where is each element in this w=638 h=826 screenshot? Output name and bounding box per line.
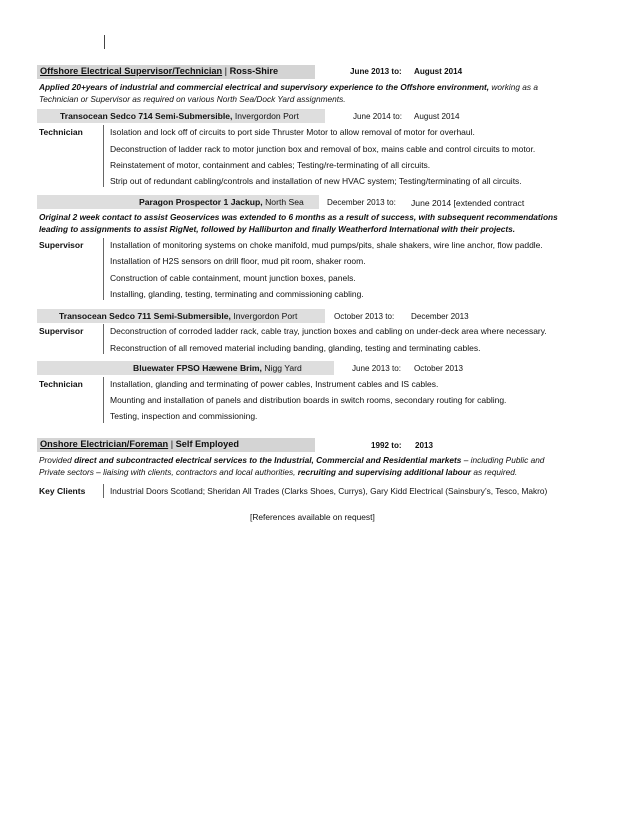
key-clients-label: Key Clients (39, 486, 86, 496)
job1-to: August 2014 (414, 67, 463, 76)
job1-location: Ross-Shire (229, 66, 279, 76)
p2-item: Installation of H2S sensors on drill floor, mud pit room, shaker room. (110, 256, 366, 266)
job2-from: 1992 to: (371, 441, 402, 450)
p1-divider (103, 125, 104, 187)
p1-to: August 2014 (414, 112, 460, 121)
p2-item: Installing, glanding, testing, terminating and commissioning cabling. (110, 289, 364, 299)
p2-name: Paragon Prospector 1 Jackup, (139, 197, 263, 207)
job2-header: Onshore Electrician/Foreman | Self Employed (40, 439, 239, 449)
p3-to: December 2013 (411, 312, 469, 321)
job1-header: Offshore Electrical Supervisor/Technician | Ross-Shire (40, 66, 279, 76)
p4-role: Technician (39, 379, 83, 389)
p1-item: Reinstatement of motor, containment and cables; Testing/re-terminating of all circuits. (110, 160, 431, 170)
p1-item: Isolation and lock off of circuits to port side Thruster Motor to allow removal of motor for overhaul. (110, 127, 475, 137)
p2-header (139, 197, 304, 207)
p4-from: June 2013 to: (352, 364, 402, 373)
p2-divider (103, 238, 104, 300)
p4-item: Installation, glanding and terminating of power cables, Instrument cables and IS cables. (110, 379, 439, 389)
job1-description: Applied 20+years of industrial and commercial electrical and supervisory experience to the Offshore environment, working as a Technician or Supervisor as required on various North Sea/Dock Yard assignments. (39, 82, 538, 104)
p3-from: October 2013 to: (334, 312, 395, 321)
p1-place: Invergordon Port (232, 111, 299, 121)
p2-description: Original 2 week contact to assist Geoservices was extended to 6 months as a result of success, with subsequent recommendations leading to assignments to assist RigNet, followed by Halliburton and finally Weatherford International with their projects. (39, 212, 558, 234)
p2-item: Construction of cable containment, mount junction boxes, panels. (110, 273, 356, 283)
p3-item: Deconstruction of corroded ladder rack, cable tray, junction boxes and cabling on under-deck area where necessary. (110, 326, 547, 336)
p1-name: Transocean Sedco 714 Semi-Submersible, (60, 111, 233, 121)
p3-divider (103, 324, 104, 354)
key-clients-value: Industrial Doors Scotland; Sheridan All Trades (Clarks Shoes, Currys), Gary Kidd Electrical (Sainsbury’s, Tesco, Makro) (110, 486, 548, 496)
job2-location: Self Employed (175, 439, 239, 449)
p3-name: Transocean Sedco 711 Semi-Submersible, (59, 311, 231, 321)
p2-role: Supervisor (39, 240, 84, 250)
top-divider (104, 35, 105, 49)
p4-header (133, 363, 302, 373)
p4-place: Nigg Yard (261, 363, 302, 373)
p4-item: Mounting and installation of panels and distribution boards in switch rooms, secondary routing for cabling. (110, 395, 507, 405)
p4-divider (103, 377, 104, 423)
p1-header (60, 111, 299, 121)
p1-item: Strip out of redundant cabling/controls and installation of new HVAC system; Testing/terminating of all circuits. (110, 176, 522, 186)
p3-item: Reconstruction of all removed material including banding, glanding, testing and terminating cables. (110, 343, 481, 353)
p2-to: June 2014 [extended contract (411, 198, 525, 208)
p2-item: Installation of monitoring systems on choke manifold, mud pumps/pits, shale shakers, wire line anchor, flow paddle. (110, 240, 543, 250)
p1-from: June 2014 to: (353, 112, 403, 121)
p1-item: Deconstruction of ladder rack to motor junction box and removal of box, mains cable and control circuits to motor. (110, 144, 536, 154)
job1-title: Offshore Electrical Supervisor/Technician (40, 66, 223, 76)
job2-to: 2013 (415, 441, 434, 450)
references-note: [References available on request] (250, 512, 375, 522)
p1-role: Technician (39, 127, 83, 137)
p2-place: North Sea (262, 197, 304, 207)
job2-description: Provided direct and subcontracted electrical services to the Industrial, Commercial and Residential markets – including Public and Private sectors – liaising with clients, contractors and local authorities, recruiting and supervising additional labour as required. (39, 455, 545, 477)
job2-title: Onshore Electrician/Foreman (40, 439, 169, 449)
p4-to: October 2013 (414, 364, 464, 373)
key-clients-divider (103, 484, 104, 498)
p2-from: December 2013 to: (327, 198, 396, 207)
p4-name: Bluewater FPSO Hæwene Brim, (133, 363, 262, 373)
p3-header (59, 311, 297, 321)
p3-role: Supervisor (39, 326, 84, 336)
p4-item: Testing, inspection and commissioning. (110, 411, 258, 421)
job1-from: June 2013 to: (350, 67, 402, 76)
p3-place: Invergordon Port (230, 311, 298, 321)
